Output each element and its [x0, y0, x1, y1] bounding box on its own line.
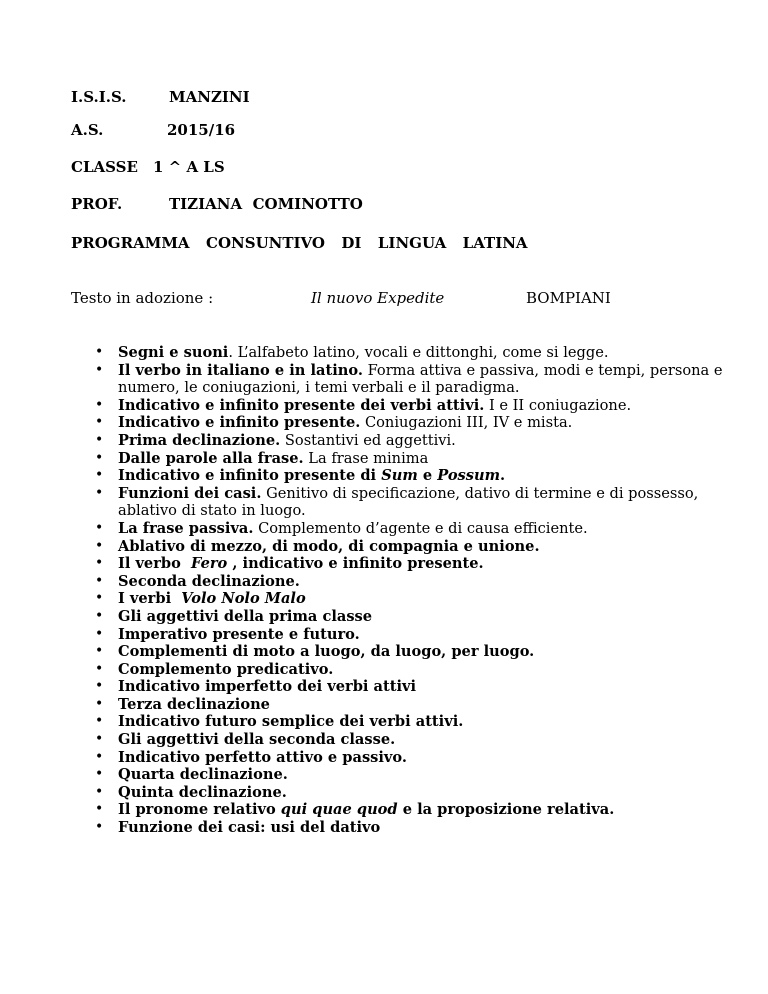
bullet-dot-icon: • [95, 801, 104, 818]
bullet-dot-icon: • [95, 344, 104, 360]
list-item: • Il verbo Fero , indicativo e infinito presente. [95, 555, 484, 573]
prof-label: PROF. [71, 195, 123, 213]
list-item: • La frase passiva. Complemento d’agente e di causa efficiente. [95, 519, 588, 537]
bullet-dot-icon: • [95, 607, 104, 624]
list-item: • Il pronome relativo qui quae quod e la proposizione relativa. [95, 801, 615, 819]
class-value: 1 ^ A LS [153, 158, 225, 176]
bullet-dot-icon: • [95, 748, 104, 765]
year-value: 2015/16 [167, 121, 236, 139]
list-item: • Seconda declinazione. [95, 572, 300, 590]
list-item: • Prima declinazione. Sostantivi ed aggettivi. [95, 431, 456, 449]
bullet-dot-icon: • [95, 414, 104, 431]
bullet-dot-icon: • [95, 449, 104, 466]
list-item: • Complemento predicativo. [95, 660, 334, 678]
bullet-dot-icon: • [95, 819, 104, 836]
school-label: I.S.I.S. [71, 88, 127, 106]
list-item: • Funzioni dei casi. Genitivo di specificazione, dativo di termine e di possesso, ablativo di stato in luogo. [95, 484, 699, 520]
bullet-dot-icon: • [95, 484, 104, 501]
list-item: • Imperativo presente e futuro. [95, 625, 360, 643]
header-prof [71, 195, 363, 213]
header-school [71, 88, 250, 106]
list-item: • I verbi Volo Nolo Malo [95, 590, 306, 608]
bullet-dot-icon: • [95, 695, 104, 712]
header-class [71, 158, 225, 176]
school-value: MANZINI [169, 88, 250, 106]
bullet-dot-icon: • [95, 537, 104, 554]
list-item: • Complementi di moto a luogo, da luogo, per luogo. [95, 643, 535, 661]
textbook-label: Testo in adozione : [71, 289, 214, 307]
topics-list [95, 344, 725, 837]
textbook-title: Il nuovo Expedite [311, 289, 445, 307]
bullet-dot-icon: • [95, 519, 104, 536]
list-item: • Funzione dei casi: usi del dativo [95, 819, 381, 837]
page-title: PROGRAMMA CONSUNTIVO DI LINGUA LATINA [71, 234, 528, 252]
list-item: • Terza declinazione [95, 695, 270, 713]
bullet-dot-icon: • [95, 555, 104, 572]
bullet-dot-icon: • [95, 625, 104, 642]
list-item: • Il verbo in italiano e in latino. Forma attiva e passiva, modi e tempi, persona e numero, le coniugazioni, i temi verbali e il paradigma. [95, 361, 723, 397]
list-item: • Dalle parole alla frase. La frase minima [95, 449, 429, 467]
bullet-dot-icon: • [95, 572, 104, 589]
list-item: • Gli aggettivi della seconda classe. [95, 731, 396, 749]
bullet-dot-icon: • [95, 766, 104, 783]
bullet-dot-icon: • [95, 643, 104, 660]
bullet-dot-icon: • [95, 660, 104, 677]
year-label: A.S. [71, 121, 104, 139]
bullet-dot-icon: • [95, 678, 104, 695]
bullet-dot-icon: • [95, 396, 104, 413]
list-item: • Indicativo perfetto attivo e passivo. [95, 748, 407, 766]
bullet-dot-icon: • [95, 467, 104, 484]
textbook-publisher: BOMPIANI [526, 289, 611, 307]
bullet-dot-icon: • [95, 361, 104, 378]
bullet-dot-icon: • [95, 431, 104, 448]
list-item: • Gli aggettivi della prima classe [95, 607, 373, 625]
list-item: • Quarta declinazione. [95, 766, 288, 784]
prof-value: TIZIANA COMINOTTO [169, 195, 363, 213]
bullet-dot-icon: • [95, 590, 104, 607]
list-item: • Indicativo e infinito presente dei verbi attivi. I e II coniugazione. [95, 396, 632, 414]
list-item: • Indicativo imperfetto dei verbi attivi [95, 678, 417, 696]
bullet-dot-icon: • [95, 731, 104, 748]
bullet-dot-icon: • [95, 783, 104, 800]
class-label: CLASSE [71, 158, 138, 176]
list-item: • Quinta declinazione. [95, 783, 287, 801]
list-item: • Indicativo futuro semplice dei verbi attivi. [95, 713, 464, 731]
list-item: • Indicativo e infinito presente di Sum e Possum. [95, 467, 506, 485]
list-item: • Indicativo e infinito presente. Coniugazioni III, IV e mista. [95, 414, 573, 432]
list-item: • Ablativo di mezzo, di modo, di compagnia e unione. [95, 537, 540, 555]
bullet-dot-icon: • [95, 713, 104, 730]
header-year [71, 121, 236, 139]
textbook-line [71, 289, 711, 311]
list-item: • Segni e suoni. L’alfabeto latino, vocali e dittonghi, come si legge. [95, 344, 609, 361]
